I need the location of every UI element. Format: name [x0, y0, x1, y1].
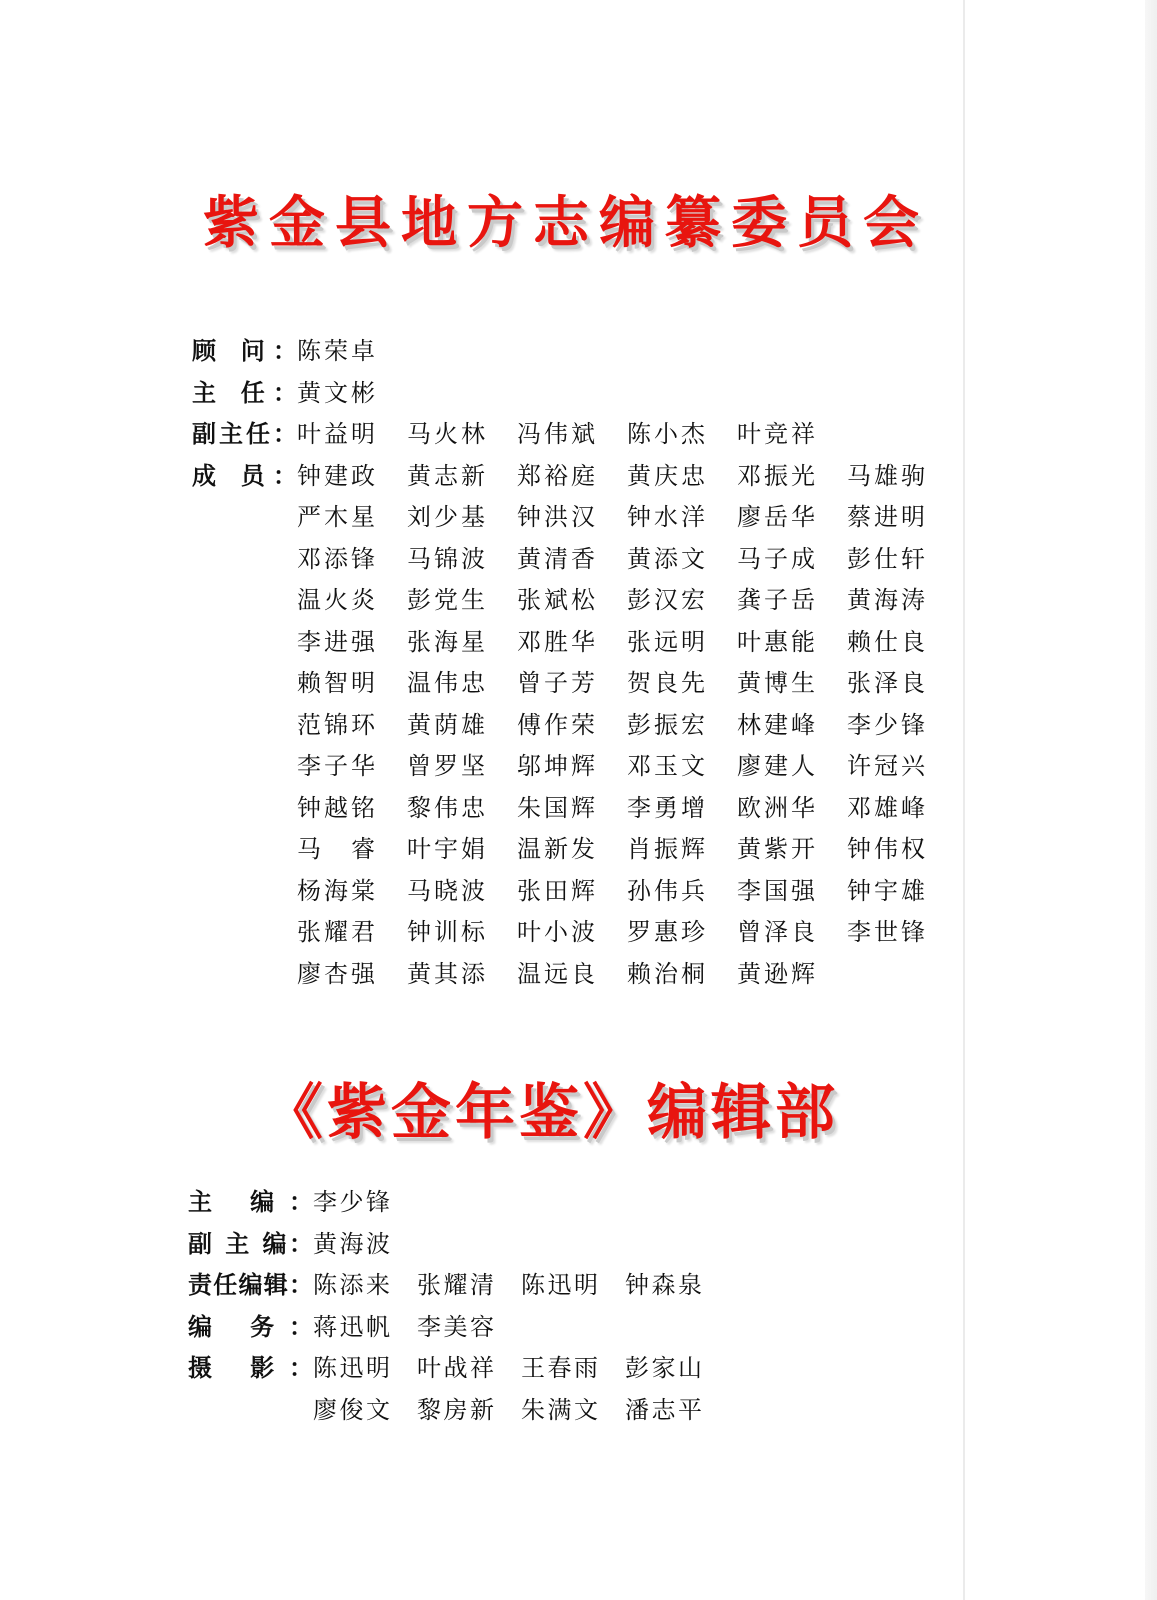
- member-name: 张斌松: [517, 586, 595, 614]
- member-name: 张耀清: [417, 1271, 494, 1299]
- member-name: 陈小杰: [627, 420, 705, 448]
- member-names: [297, 954, 847, 996]
- role-label: 顾 问：: [192, 337, 297, 365]
- committee-row: [192, 497, 957, 539]
- member-name: 贺良先: [627, 669, 705, 697]
- member-name: 罗惠珍: [627, 918, 705, 946]
- member-names: [297, 912, 957, 954]
- committee-row: [192, 414, 957, 456]
- member-name: 刘少基: [407, 503, 485, 531]
- member-name: 黄庆忠: [627, 461, 705, 490]
- member-name: 马火林: [407, 420, 485, 448]
- member-name: 廖建人: [737, 752, 815, 780]
- member-name: 陈添来: [313, 1271, 390, 1299]
- editorial-row: [188, 1224, 729, 1266]
- member-name: 曾子芳: [517, 669, 595, 697]
- member-name: 赖仕良: [847, 627, 925, 656]
- scan-edge-shadow: [1145, 0, 1157, 1600]
- member-name: 彭家山: [625, 1354, 702, 1382]
- member-names: [313, 1265, 729, 1307]
- member-name: 黄紫开: [737, 835, 815, 863]
- member-name: 钟森泉: [625, 1271, 702, 1299]
- member-name: 叶惠能: [737, 627, 815, 656]
- member-name: 彭党生: [407, 586, 485, 614]
- member-name: 黄海涛: [847, 586, 925, 614]
- member-name: 李美容: [417, 1312, 494, 1341]
- member-name: 冯伟斌: [517, 420, 595, 448]
- member-names: [313, 1307, 521, 1349]
- member-names: [297, 456, 957, 498]
- member-names: [297, 871, 957, 913]
- member-name: 邓雄峰: [847, 793, 925, 822]
- member-name: 彭振宏: [627, 710, 705, 739]
- member-name: 黄博生: [737, 669, 815, 697]
- member-name: 钟训标: [407, 918, 485, 946]
- committee-row: [192, 373, 957, 415]
- member-name: 蒋迅帆: [313, 1312, 390, 1341]
- member-name: 邓胜华: [517, 627, 595, 656]
- member-names: [313, 1348, 729, 1390]
- member-name: 马晓波: [407, 876, 485, 905]
- role-label: 成 员：: [192, 461, 297, 490]
- member-name: 叶战祥: [417, 1354, 494, 1382]
- committee-row: [192, 456, 957, 498]
- editorial-roster: [188, 1182, 729, 1431]
- editorial-department-title: 《紫金年鉴》编辑部: [263, 1078, 839, 1148]
- member-name: 李国强: [737, 876, 815, 905]
- member-name: 温伟忠: [407, 669, 485, 697]
- committee-row: [192, 705, 957, 747]
- member-name: 张泽良: [847, 669, 925, 697]
- role-label: 主 任：: [192, 378, 297, 407]
- member-name: 邬坤辉: [517, 752, 595, 780]
- committee-row: [192, 622, 957, 664]
- member-name: 黄添文: [627, 544, 705, 573]
- member-names: [297, 705, 957, 747]
- member-name: 陈迅明: [313, 1354, 390, 1382]
- member-name: 叶益明: [297, 420, 375, 448]
- member-names: [297, 373, 407, 415]
- member-names: [297, 663, 957, 705]
- member-name: 赖治桐: [627, 959, 705, 988]
- member-name: 彭汉宏: [627, 586, 705, 614]
- role-label: 副主任：: [192, 420, 297, 448]
- member-name: 邓玉文: [627, 752, 705, 780]
- member-name: 叶宇娟: [407, 835, 485, 863]
- committee-row: [192, 954, 957, 996]
- member-name: 马子成: [737, 544, 815, 573]
- role-label: 主 编：: [188, 1188, 313, 1216]
- member-name: 李少锋: [847, 710, 925, 739]
- member-name: 黄逊辉: [737, 959, 815, 988]
- member-name: 曾罗坚: [407, 752, 485, 780]
- member-name: 钟宇雄: [847, 876, 925, 905]
- member-name: 邓振光: [737, 461, 815, 490]
- committee-row: [192, 580, 957, 622]
- editorial-row: [188, 1348, 729, 1390]
- member-name: 钟水洋: [627, 503, 705, 531]
- member-name: 曾泽良: [737, 918, 815, 946]
- member-name: 张耀君: [297, 918, 375, 946]
- committee-row: [192, 331, 957, 373]
- member-name: 陈荣卓: [297, 337, 375, 365]
- member-name: 严木星: [297, 503, 375, 531]
- member-name: 黄文彬: [297, 378, 375, 407]
- editorial-row: [188, 1390, 729, 1432]
- committee-row: [192, 871, 957, 913]
- member-name: 李世锋: [847, 918, 925, 946]
- committee-row: [192, 788, 957, 830]
- member-name: 张远明: [627, 627, 705, 656]
- member-name: 张田辉: [517, 876, 595, 905]
- member-name: 彭仕轩: [847, 544, 925, 573]
- member-name: 许冠兴: [847, 752, 925, 780]
- member-name: 黄荫雄: [407, 710, 485, 739]
- member-name: 温远良: [517, 959, 595, 988]
- member-name: 蔡进明: [847, 503, 925, 531]
- role-label: 责任编辑：: [188, 1271, 313, 1299]
- member-name: 钟伟权: [847, 835, 925, 863]
- role-label: 副 主 编：: [188, 1229, 313, 1258]
- member-name: 叶小波: [517, 918, 595, 946]
- role-label: 编 务：: [188, 1312, 313, 1341]
- member-name: 朱国辉: [517, 793, 595, 822]
- member-name: 陈迅明: [521, 1271, 598, 1299]
- member-name: 钟洪汉: [517, 503, 595, 531]
- member-names: [297, 622, 957, 664]
- member-name: 黄志新: [407, 461, 485, 490]
- member-names: [297, 746, 957, 788]
- member-name: 马 睿: [297, 835, 375, 863]
- member-name: 李勇增: [627, 793, 705, 822]
- member-name: 廖岳华: [737, 503, 815, 531]
- role-label: 摄 影：: [188, 1354, 313, 1382]
- committee-row: [192, 663, 957, 705]
- member-names: [297, 788, 957, 830]
- committee-title: 紫金县地方志编纂委员会: [203, 190, 929, 256]
- member-name: 邓添锋: [297, 544, 375, 573]
- committee-row: [192, 539, 957, 581]
- member-name: 孙伟兵: [627, 876, 705, 905]
- member-name: 肖振辉: [627, 835, 705, 863]
- committee-row: [192, 746, 957, 788]
- member-name: 李少锋: [313, 1188, 390, 1216]
- member-name: 范锦环: [297, 710, 375, 739]
- member-names: [297, 829, 957, 871]
- member-name: 黄海波: [313, 1229, 390, 1258]
- committee-row: [192, 829, 957, 871]
- member-name: 钟建政: [297, 461, 375, 490]
- member-name: 朱满文: [521, 1395, 598, 1424]
- member-names: [297, 414, 847, 456]
- committee-roster: [192, 331, 957, 995]
- member-name: 廖杏强: [297, 959, 375, 988]
- member-names: [297, 331, 407, 373]
- member-name: 钟越铭: [297, 793, 375, 822]
- member-name: 叶竞祥: [737, 420, 815, 448]
- editorial-row: [188, 1307, 729, 1349]
- member-names: [313, 1224, 417, 1266]
- member-name: 王春雨: [521, 1354, 598, 1382]
- member-names: [297, 580, 957, 622]
- member-name: 廖俊文: [313, 1395, 390, 1424]
- editorial-row: [188, 1182, 729, 1224]
- member-name: 张海星: [407, 627, 485, 656]
- member-name: 欧洲华: [737, 793, 815, 822]
- member-name: 黄其添: [407, 959, 485, 988]
- member-name: 马锦波: [407, 544, 485, 573]
- member-name: 温火炎: [297, 586, 375, 614]
- member-name: 龚子岳: [737, 586, 815, 614]
- member-names: [297, 497, 957, 539]
- member-name: 马雄驹: [847, 461, 925, 490]
- member-name: 赖智明: [297, 669, 375, 697]
- member-name: 杨海棠: [297, 876, 375, 905]
- member-names: [313, 1390, 729, 1432]
- member-name: 黄清香: [517, 544, 595, 573]
- scan-edge-line: [963, 0, 965, 1600]
- member-name: 郑裕庭: [517, 461, 595, 490]
- member-name: 潘志平: [625, 1395, 702, 1424]
- member-name: 黎房新: [417, 1395, 494, 1424]
- member-name: 李子华: [297, 752, 375, 780]
- member-name: 林建峰: [737, 710, 815, 739]
- member-name: 黎伟忠: [407, 793, 485, 822]
- member-name: 傅作荣: [517, 710, 595, 739]
- member-name: 李进强: [297, 627, 375, 656]
- member-names: [313, 1182, 417, 1224]
- member-names: [297, 539, 957, 581]
- member-name: 温新发: [517, 835, 595, 863]
- committee-row: [192, 912, 957, 954]
- editorial-row: [188, 1265, 729, 1307]
